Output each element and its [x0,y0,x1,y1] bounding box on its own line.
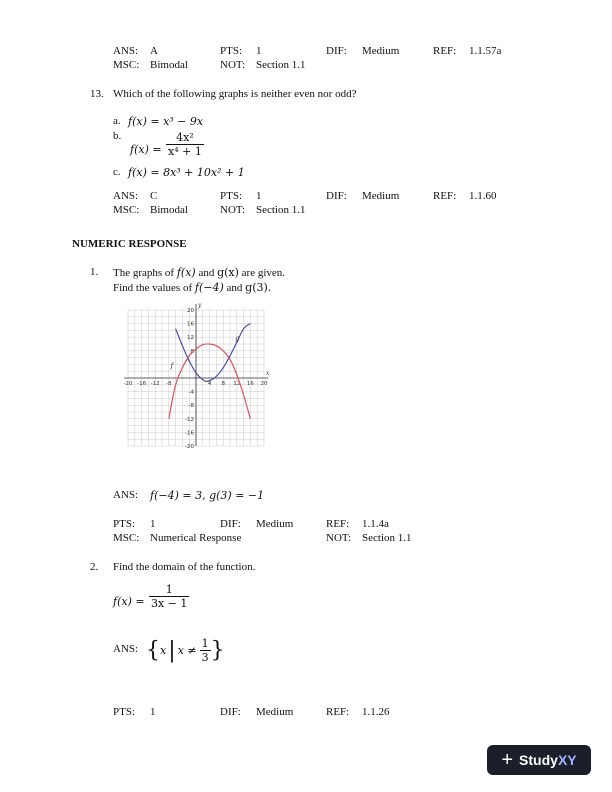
set-bar: | [168,637,176,663]
text-fragment: and [226,282,243,294]
fraction-numerator: 1 [201,636,209,650]
ref-value: 1.1.60 [469,190,497,202]
option-expression: f(x) = x³ − 9x [128,115,204,128]
option-letter: c. [113,166,121,178]
x-tick-label: -8 [166,381,172,387]
dif-label: DIF: [220,706,241,718]
not-label: NOT: [220,59,246,71]
ans-label: ANS: [113,190,139,202]
msc-label: MSC: [113,59,140,71]
math-gx: g(x) [217,266,239,279]
text-fragment: The graphs of [113,267,175,279]
msc-value: Bimodal [150,204,188,216]
question-number: 1. [90,266,99,278]
y-tick-label: -16 [185,430,194,437]
msc-value: Bimodal [150,59,188,71]
dif-label: DIF: [220,518,241,530]
pts-value: 1 [150,518,156,530]
question-text [113,266,285,280]
fraction-numerator: 4x² [176,131,194,144]
msc-label: MSC: [113,204,140,216]
pts-value: 1 [256,190,262,202]
x-tick-label: -20 [123,381,133,387]
option-expression: f(x) = 8x³ + 10x² + 1 [128,166,245,179]
y-tick-label: -4 [188,389,194,396]
ref-label: REF: [326,706,350,718]
question-number: 13. [90,88,104,100]
function-fraction [149,583,189,610]
question-text: Find the domain of the function. [113,561,256,573]
ref-label: REF: [433,45,457,57]
text-fragment: are given. [241,267,286,279]
x-tick-label: 16 [246,381,254,387]
series-label-f: f [170,361,174,370]
fraction-denominator: 3x − 1 [151,597,188,610]
x-tick-label: 20 [260,381,268,387]
fraction-denominator: x⁴ + 1 [168,145,202,158]
text-fragment: Find the values of [113,282,193,294]
fraction-numerator: 1 [165,583,173,596]
y-tick-label: -12 [185,416,194,423]
ans-label: ANS: [113,45,139,57]
pts-label: PTS: [220,190,243,202]
not-value: Section 1.1 [256,59,306,71]
y-axis-label: y [198,302,202,309]
x-tick-label: -16 [137,381,147,387]
math-f-neg4: f(−4) [194,281,224,294]
pts-label: PTS: [113,518,136,530]
set-brace-close: } [210,637,225,663]
x-tick-label: 12 [233,381,241,387]
not-value: Section 1.1 [362,532,412,544]
option-letter: b. [113,130,122,142]
msc-label: MSC: [113,532,140,544]
dif-value: Medium [256,706,294,718]
pts-value: 1 [256,45,262,57]
option-fraction [166,131,204,158]
y-tick-label: -8 [188,403,194,410]
ref-value: 1.1.57a [469,45,502,57]
series-line-g [176,321,251,382]
ans-value: A [150,45,158,57]
option-letter: a. [113,115,121,127]
x-tick-label: 4 [207,381,212,387]
function-lhs: f(x) = [113,595,145,608]
set-variable: x [160,643,167,657]
y-tick-label: 8 [190,348,194,355]
option-lhs: f(x) = [130,143,162,156]
dif-label: DIF: [326,190,347,202]
question-number: 2. [90,561,99,573]
x-axis-label: x [266,370,270,377]
msc-value: Numerical Response [150,532,242,544]
ref-label: REF: [326,518,350,530]
y-tick-label: -20 [185,444,194,450]
ans-value: C [150,190,158,202]
dif-value: Medium [362,190,400,202]
set-brace-open: { [146,637,160,663]
series-label-g: g [235,334,240,343]
set-notation [146,630,225,670]
pts-label: PTS: [113,706,136,718]
ref-label: REF: [433,190,457,202]
dif-value: Medium [256,518,294,530]
pts-value: 1 [150,706,156,718]
set-fraction [200,637,211,664]
math-fx: f(x) [176,266,196,279]
ans-label: ANS: [113,489,139,501]
plus-icon: + [501,749,514,771]
function-graph [118,300,274,456]
section-heading: NUMERIC RESPONSE [72,238,187,250]
y-tick-label: 12 [187,335,194,342]
question-text [113,281,271,295]
fraction-denominator: 3 [201,650,209,664]
x-tick-label: 8 [221,381,225,387]
x-tick-label: -12 [150,381,160,387]
pts-label: PTS: [220,45,243,57]
dif-label: DIF: [326,45,347,57]
not-value: Section 1.1 [256,204,306,216]
question-text: Which of the following graphs is neither even nor odd? [113,88,357,100]
ref-value: 1.1.26 [362,706,390,718]
brand-name: StudyXY [519,751,577,768]
y-tick-label: 16 [187,321,194,328]
not-label: NOT: [220,204,246,216]
ref-value: 1.1.4a [362,518,389,530]
ans-label: ANS: [113,643,139,655]
not-label: NOT: [326,532,352,544]
studyxy-logo[interactable] [487,745,591,775]
text-fragment: and [198,267,215,279]
math-g3: g(3). [245,281,272,294]
set-condition: x ≠ [177,643,197,657]
ans-value: f(−4) = 3, g(3) = −1 [150,489,265,502]
dif-value: Medium [362,45,400,57]
y-tick-label: 20 [187,308,194,314]
